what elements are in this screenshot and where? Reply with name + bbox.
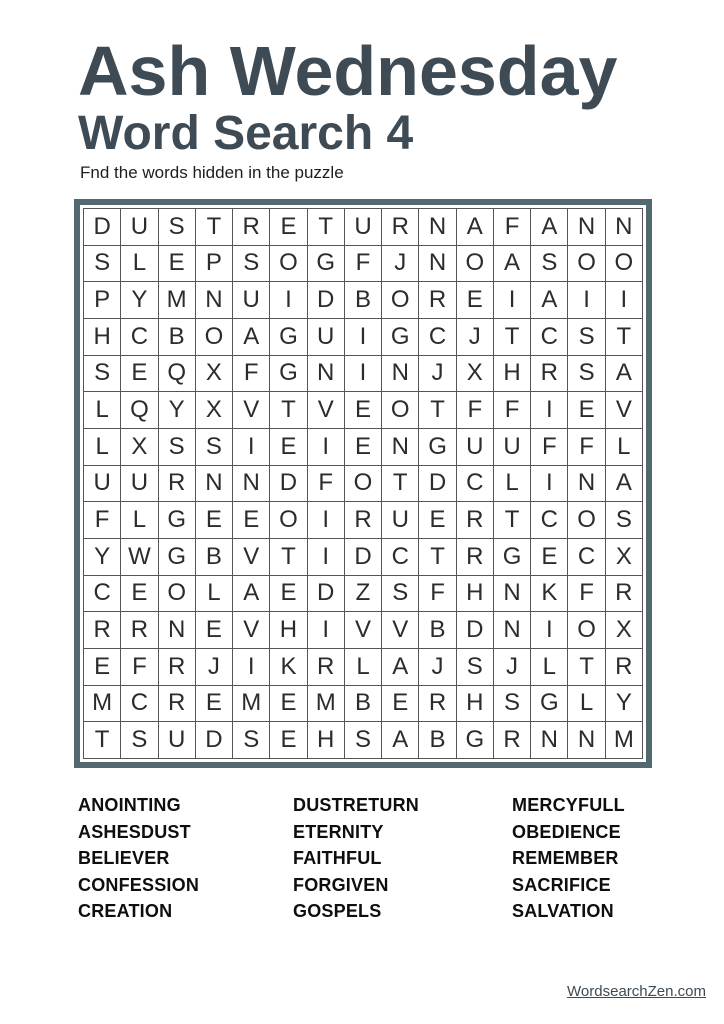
- grid-cell-r2c2: L: [121, 246, 157, 282]
- grid-cell-r3c15: I: [606, 282, 642, 318]
- grid-cell-r11c10: F: [419, 576, 455, 612]
- grid-cell-r1c12: F: [494, 209, 530, 245]
- grid-cell-r2c10: N: [419, 246, 455, 282]
- grid-cell-r12c1: R: [84, 612, 120, 648]
- grid-cell-r1c15: N: [606, 209, 642, 245]
- grid-cell-r7c12: U: [494, 429, 530, 465]
- grid-cell-r12c2: R: [121, 612, 157, 648]
- grid-cell-r1c10: N: [419, 209, 455, 245]
- grid-cell-r9c4: E: [196, 502, 232, 538]
- grid-cell-r10c2: W: [121, 539, 157, 575]
- grid-cell-r15c5: S: [233, 722, 269, 758]
- grid-cell-r2c14: O: [568, 246, 604, 282]
- grid-cell-r12c10: B: [419, 612, 455, 648]
- grid-cell-r5c1: S: [84, 356, 120, 392]
- footer: [567, 983, 706, 1000]
- grid-cell-r10c13: E: [531, 539, 567, 575]
- grid-cell-r5c7: N: [308, 356, 344, 392]
- grid-cell-r8c4: N: [196, 466, 232, 502]
- grid-cell-r6c11: F: [457, 392, 493, 428]
- grid-cell-r8c2: U: [121, 466, 157, 502]
- grid-cell-r6c5: V: [233, 392, 269, 428]
- grid-cell-r1c8: U: [345, 209, 381, 245]
- footer-link[interactable]: WordsearchZen.com: [567, 983, 706, 1000]
- grid-cell-r9c1: F: [84, 502, 120, 538]
- grid-cell-r14c12: S: [494, 686, 530, 722]
- grid-cell-r4c9: G: [382, 319, 418, 355]
- grid-cell-r12c11: D: [457, 612, 493, 648]
- grid-cell-r3c10: R: [419, 282, 455, 318]
- grid-cell-r6c15: V: [606, 392, 642, 428]
- grid-cell-r2c5: S: [233, 246, 269, 282]
- grid-cell-r6c1: L: [84, 392, 120, 428]
- grid-cell-r15c9: A: [382, 722, 418, 758]
- word-list: [78, 792, 656, 925]
- grid-cell-r3c13: A: [531, 282, 567, 318]
- grid-cell-r4c6: G: [270, 319, 306, 355]
- word-item: CONFESSION: [78, 874, 200, 895]
- grid-cell-r10c11: R: [457, 539, 493, 575]
- puzzle-instruction: Fnd the words hidden in the puzzle: [80, 163, 344, 182]
- grid-cell-r14c9: E: [382, 686, 418, 722]
- grid-cell-r7c1: L: [84, 429, 120, 465]
- grid-cell-r1c7: T: [308, 209, 344, 245]
- grid-cell-r13c6: K: [270, 649, 306, 685]
- grid-cell-r7c9: N: [382, 429, 418, 465]
- grid-cell-r10c15: X: [606, 539, 642, 575]
- grid-cell-r14c14: L: [568, 686, 604, 722]
- grid-cell-r3c1: P: [84, 282, 120, 318]
- grid-cell-r13c8: L: [345, 649, 381, 685]
- grid-cell-r1c2: U: [121, 209, 157, 245]
- grid-cell-r13c2: F: [121, 649, 157, 685]
- grid-cell-r7c13: F: [531, 429, 567, 465]
- grid-cell-r13c14: T: [568, 649, 604, 685]
- grid-cell-r2c4: P: [196, 246, 232, 282]
- grid-cell-r7c7: I: [308, 429, 344, 465]
- grid-cell-r10c5: V: [233, 539, 269, 575]
- grid-cell-r11c5: A: [233, 576, 269, 612]
- grid-cell-r14c4: E: [196, 686, 232, 722]
- grid-cell-r3c11: E: [457, 282, 493, 318]
- grid-cell-r11c1: C: [84, 576, 120, 612]
- grid-cell-r14c10: R: [419, 686, 455, 722]
- grid-cell-r4c3: B: [159, 319, 195, 355]
- grid-cell-r4c13: C: [531, 319, 567, 355]
- grid-cell-r7c5: I: [233, 429, 269, 465]
- grid-cell-r15c11: G: [457, 722, 493, 758]
- grid-cell-r13c10: J: [419, 649, 455, 685]
- grid-cell-r2c15: O: [606, 246, 642, 282]
- grid-cell-r8c14: N: [568, 466, 604, 502]
- grid-cell-r3c4: N: [196, 282, 232, 318]
- grid-cell-r10c9: C: [382, 539, 418, 575]
- grid-cell-r4c14: S: [568, 319, 604, 355]
- grid-cell-r11c7: D: [308, 576, 344, 612]
- grid-cell-r7c6: E: [270, 429, 306, 465]
- grid-cell-r7c11: U: [457, 429, 493, 465]
- grid-cell-r2c3: E: [159, 246, 195, 282]
- grid-cell-r11c9: S: [382, 576, 418, 612]
- grid-cell-r6c10: T: [419, 392, 455, 428]
- grid-cell-r5c2: E: [121, 356, 157, 392]
- word-item: REMEMBER: [512, 848, 619, 869]
- grid-cell-r12c3: N: [159, 612, 195, 648]
- grid-cell-r13c13: L: [531, 649, 567, 685]
- grid-cell-r8c10: D: [419, 466, 455, 502]
- grid-cell-r3c14: I: [568, 282, 604, 318]
- grid-cell-r11c12: N: [494, 576, 530, 612]
- grid-cell-r15c15: M: [606, 722, 642, 758]
- grid-cell-r5c4: X: [196, 356, 232, 392]
- grid-cell-r15c1: T: [84, 722, 120, 758]
- grid-cell-r14c7: M: [308, 686, 344, 722]
- grid-cell-r8c7: F: [308, 466, 344, 502]
- grid-cell-r6c3: Y: [159, 392, 195, 428]
- grid-cell-r3c7: D: [308, 282, 344, 318]
- grid-cell-r2c9: J: [382, 246, 418, 282]
- word-item: ANOINTING: [78, 795, 181, 815]
- grid-cell-r12c6: H: [270, 612, 306, 648]
- grid-cell-r9c11: R: [457, 502, 493, 538]
- grid-cell-r5c14: S: [568, 356, 604, 392]
- grid-cell-r9c12: T: [494, 502, 530, 538]
- grid-cell-r7c2: X: [121, 429, 157, 465]
- grid-cell-r7c10: G: [419, 429, 455, 465]
- puzzle-grid: [83, 208, 643, 759]
- grid-cell-r12c13: I: [531, 612, 567, 648]
- grid-cell-r4c2: C: [121, 319, 157, 355]
- grid-cell-r1c14: N: [568, 209, 604, 245]
- grid-cell-r10c12: G: [494, 539, 530, 575]
- grid-cell-r6c6: T: [270, 392, 306, 428]
- grid-cell-r2c1: S: [84, 246, 120, 282]
- grid-cell-r3c6: I: [270, 282, 306, 318]
- grid-cell-r15c14: N: [568, 722, 604, 758]
- grid-cell-r15c13: N: [531, 722, 567, 758]
- grid-cell-r10c1: Y: [84, 539, 120, 575]
- grid-cell-r7c3: S: [159, 429, 195, 465]
- grid-cell-r14c6: E: [270, 686, 306, 722]
- grid-cell-r12c14: O: [568, 612, 604, 648]
- grid-cell-r8c9: T: [382, 466, 418, 502]
- word-item: ETERNITY: [293, 821, 384, 842]
- grid-cell-r5c12: H: [494, 356, 530, 392]
- grid-cell-r8c12: L: [494, 466, 530, 502]
- grid-cell-r9c7: I: [308, 502, 344, 538]
- grid-cell-r4c8: I: [345, 319, 381, 355]
- grid-cell-r14c13: G: [531, 686, 567, 722]
- grid-cell-r3c9: O: [382, 282, 418, 318]
- word-item: BELIEVER: [78, 848, 170, 869]
- grid-cell-r15c2: S: [121, 722, 157, 758]
- grid-cell-r1c1: D: [84, 209, 120, 245]
- grid-cell-r1c6: E: [270, 209, 306, 245]
- grid-cell-r5c6: G: [270, 356, 306, 392]
- grid-cell-r4c5: A: [233, 319, 269, 355]
- grid-cell-r7c15: L: [606, 429, 642, 465]
- word-column-2: [293, 792, 512, 925]
- grid-cell-r11c14: F: [568, 576, 604, 612]
- grid-cell-r2c7: G: [308, 246, 344, 282]
- grid-cell-r2c8: F: [345, 246, 381, 282]
- grid-cell-r4c4: O: [196, 319, 232, 355]
- grid-cell-r13c9: A: [382, 649, 418, 685]
- grid-cell-r5c15: A: [606, 356, 642, 392]
- grid-cell-r10c8: D: [345, 539, 381, 575]
- grid-cell-r9c10: E: [419, 502, 455, 538]
- grid-cell-r8c8: O: [345, 466, 381, 502]
- grid-cell-r1c9: R: [382, 209, 418, 245]
- grid-cell-r4c1: H: [84, 319, 120, 355]
- grid-cell-r9c6: O: [270, 502, 306, 538]
- grid-cell-r11c3: O: [159, 576, 195, 612]
- grid-cell-r15c6: E: [270, 722, 306, 758]
- grid-cell-r3c3: M: [159, 282, 195, 318]
- grid-cell-r5c11: X: [457, 356, 493, 392]
- grid-cell-r12c4: E: [196, 612, 232, 648]
- grid-cell-r14c1: M: [84, 686, 120, 722]
- grid-cell-r13c7: R: [308, 649, 344, 685]
- word-column-3: [512, 792, 625, 925]
- grid-cell-r15c10: B: [419, 722, 455, 758]
- grid-cell-r10c7: I: [308, 539, 344, 575]
- grid-cell-r15c12: R: [494, 722, 530, 758]
- grid-cell-r13c4: J: [196, 649, 232, 685]
- word-item: SACRIFICE: [512, 874, 611, 895]
- grid-cell-r8c5: N: [233, 466, 269, 502]
- page-subtitle: Word Search 4: [78, 107, 414, 160]
- grid-cell-r6c8: E: [345, 392, 381, 428]
- grid-cell-r7c8: E: [345, 429, 381, 465]
- grid-cell-r4c10: C: [419, 319, 455, 355]
- page-title: Ash Wednesday: [78, 32, 618, 110]
- grid-cell-r6c12: F: [494, 392, 530, 428]
- grid-cell-r2c11: O: [457, 246, 493, 282]
- word-item: MERCYFULL: [512, 795, 625, 815]
- grid-cell-r10c10: T: [419, 539, 455, 575]
- grid-cell-r9c5: E: [233, 502, 269, 538]
- grid-cell-r11c4: L: [196, 576, 232, 612]
- grid-cell-r6c2: Q: [121, 392, 157, 428]
- grid-cell-r1c4: T: [196, 209, 232, 245]
- grid-cell-r8c3: R: [159, 466, 195, 502]
- grid-cell-r1c13: A: [531, 209, 567, 245]
- grid-cell-r4c7: U: [308, 319, 344, 355]
- grid-cell-r11c13: K: [531, 576, 567, 612]
- word-item: FORGIVEN: [293, 874, 389, 895]
- grid-cell-r9c9: U: [382, 502, 418, 538]
- grid-cell-r12c7: I: [308, 612, 344, 648]
- grid-cell-r12c9: V: [382, 612, 418, 648]
- grid-cell-r5c9: N: [382, 356, 418, 392]
- grid-cell-r11c8: Z: [345, 576, 381, 612]
- grid-cell-r6c7: V: [308, 392, 344, 428]
- grid-cell-r14c5: M: [233, 686, 269, 722]
- grid-cell-r4c12: T: [494, 319, 530, 355]
- grid-cell-r10c14: C: [568, 539, 604, 575]
- grid-cell-r14c2: C: [121, 686, 157, 722]
- grid-cell-r15c4: D: [196, 722, 232, 758]
- grid-cell-r8c6: D: [270, 466, 306, 502]
- grid-cell-r11c2: E: [121, 576, 157, 612]
- grid-cell-r9c14: O: [568, 502, 604, 538]
- grid-cell-r10c3: G: [159, 539, 195, 575]
- grid-cell-r5c13: R: [531, 356, 567, 392]
- grid-cell-r15c8: S: [345, 722, 381, 758]
- grid-cell-r6c13: I: [531, 392, 567, 428]
- grid-cell-r12c8: V: [345, 612, 381, 648]
- grid-cell-r14c3: R: [159, 686, 195, 722]
- grid-cell-r3c12: I: [494, 282, 530, 318]
- grid-cell-r13c5: I: [233, 649, 269, 685]
- grid-cell-r13c12: J: [494, 649, 530, 685]
- puzzle-grid-frame: [74, 199, 652, 768]
- word-item: GOSPELS: [293, 901, 382, 922]
- grid-cell-r3c2: Y: [121, 282, 157, 318]
- grid-cell-r3c5: U: [233, 282, 269, 318]
- grid-cell-r2c6: O: [270, 246, 306, 282]
- word-column-1: [78, 792, 293, 925]
- grid-cell-r13c11: S: [457, 649, 493, 685]
- grid-cell-r9c8: R: [345, 502, 381, 538]
- grid-cell-r9c15: S: [606, 502, 642, 538]
- grid-cell-r14c11: H: [457, 686, 493, 722]
- grid-cell-r12c15: X: [606, 612, 642, 648]
- grid-cell-r9c2: L: [121, 502, 157, 538]
- grid-cell-r13c15: R: [606, 649, 642, 685]
- word-item: SALVATION: [512, 901, 614, 922]
- grid-cell-r1c11: A: [457, 209, 493, 245]
- grid-cell-r11c6: E: [270, 576, 306, 612]
- grid-cell-r2c12: A: [494, 246, 530, 282]
- grid-cell-r5c5: F: [233, 356, 269, 392]
- grid-cell-r9c13: C: [531, 502, 567, 538]
- grid-cell-r4c15: T: [606, 319, 642, 355]
- grid-cell-r8c1: U: [84, 466, 120, 502]
- grid-cell-r12c5: V: [233, 612, 269, 648]
- grid-cell-r1c5: R: [233, 209, 269, 245]
- grid-cell-r6c9: O: [382, 392, 418, 428]
- grid-cell-r10c4: B: [196, 539, 232, 575]
- grid-cell-r8c15: A: [606, 466, 642, 502]
- grid-cell-r11c15: R: [606, 576, 642, 612]
- grid-cell-r14c15: Y: [606, 686, 642, 722]
- grid-cell-r5c8: I: [345, 356, 381, 392]
- grid-cell-r9c3: G: [159, 502, 195, 538]
- word-item: OBEDIENCE: [512, 821, 621, 842]
- grid-cell-r13c1: E: [84, 649, 120, 685]
- word-item: FAITHFUL: [293, 848, 382, 869]
- grid-cell-r10c6: T: [270, 539, 306, 575]
- word-item: DUSTRETURN: [293, 795, 419, 815]
- word-item: ASHESDUST: [78, 821, 191, 842]
- grid-cell-r1c3: S: [159, 209, 195, 245]
- grid-cell-r15c3: U: [159, 722, 195, 758]
- grid-cell-r8c13: I: [531, 466, 567, 502]
- grid-cell-r2c13: S: [531, 246, 567, 282]
- grid-cell-r5c3: Q: [159, 356, 195, 392]
- grid-cell-r14c8: B: [345, 686, 381, 722]
- grid-cell-r8c11: C: [457, 466, 493, 502]
- word-item: CREATION: [78, 901, 173, 922]
- grid-cell-r5c10: J: [419, 356, 455, 392]
- grid-cell-r6c14: E: [568, 392, 604, 428]
- grid-cell-r6c4: X: [196, 392, 232, 428]
- grid-cell-r7c14: F: [568, 429, 604, 465]
- grid-cell-r13c3: R: [159, 649, 195, 685]
- grid-cell-r4c11: J: [457, 319, 493, 355]
- grid-cell-r3c8: B: [345, 282, 381, 318]
- grid-cell-r7c4: S: [196, 429, 232, 465]
- grid-cell-r12c12: N: [494, 612, 530, 648]
- grid-cell-r15c7: H: [308, 722, 344, 758]
- grid-cell-r11c11: H: [457, 576, 493, 612]
